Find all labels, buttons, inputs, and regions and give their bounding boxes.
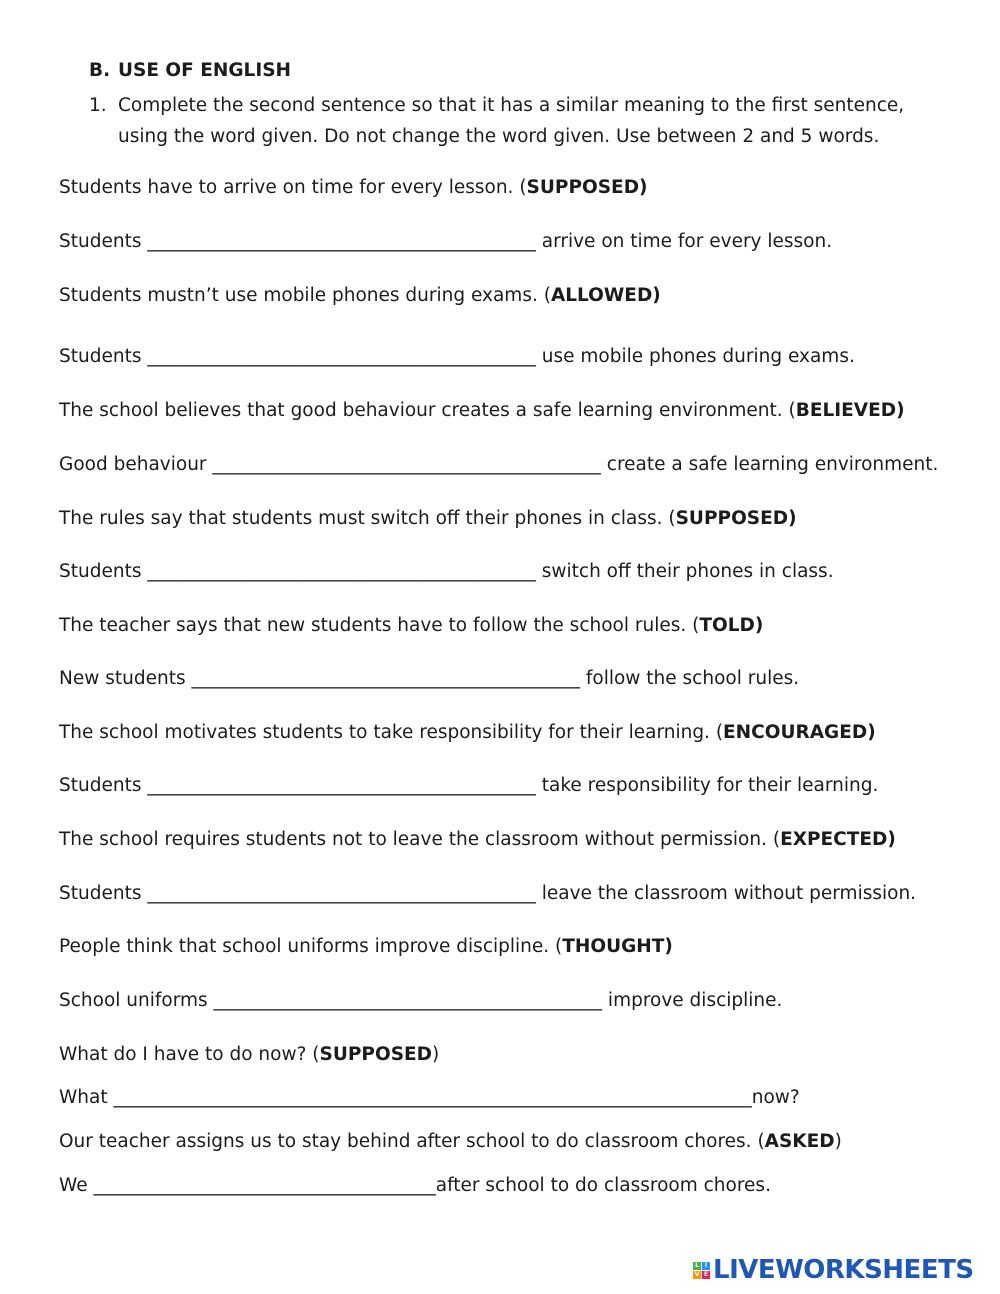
answer-sentence-5 (59, 667, 799, 691)
prompt-sentence-8 (59, 935, 673, 959)
answer-start: Students (59, 561, 148, 582)
answer-sentence-2 (59, 345, 855, 369)
logo-mark-cell: L (693, 1262, 701, 1270)
answer-blank[interactable]: __________________________________________ (147, 231, 536, 252)
prompt-sentence-6 (59, 721, 876, 745)
answer-end: improve discipline. (602, 990, 783, 1011)
answer-blank[interactable]: __________________________________________ (147, 346, 536, 367)
answer-sentence-9 (59, 1086, 800, 1110)
section-heading (89, 60, 291, 81)
key-word: EXPECTED) (780, 829, 896, 850)
prompt-sentence-4 (59, 507, 797, 531)
prompt-text: The school motivates students to take responsibility for their learning. ( (59, 722, 724, 743)
key-word: SUPPOSED (319, 1044, 433, 1065)
answer-blank[interactable]: __________________________________________ (212, 454, 601, 475)
key-word: ASKED (764, 1131, 835, 1152)
prompt-sentence-1 (59, 176, 648, 200)
section-title: USE OF ENGLISH (118, 60, 292, 81)
prompt-text: People think that school uniforms improve discipline. ( (59, 936, 563, 957)
answer-blank[interactable]: __________________________________________ (147, 775, 536, 796)
answer-blank[interactable]: _____________________________________________________________________ (113, 1087, 752, 1108)
prompt-text: Students have to arrive on time for every lesson. ( (59, 177, 527, 198)
answer-sentence-7 (59, 882, 916, 906)
key-word: ALLOWED) (550, 285, 661, 306)
logo-mark-cell: V (694, 1270, 700, 1278)
logo-mark-cell: I (702, 1262, 710, 1270)
key-word: ENCOURAGED) (723, 722, 876, 743)
answer-end: take responsibility for their learning. (535, 775, 879, 796)
answer-end: follow the school rules. (579, 668, 800, 689)
answer-sentence-4 (59, 560, 834, 584)
answer-start: Students (59, 883, 148, 904)
answer-start: New students (59, 668, 192, 689)
section-letter: B. (89, 60, 111, 81)
prompt-close: ) (432, 1044, 440, 1065)
answer-end: arrive on time for every lesson. (535, 231, 833, 252)
prompt-close: ) (834, 1131, 842, 1152)
answer-sentence-3 (59, 453, 938, 477)
answer-blank[interactable]: __________________________________________ (191, 668, 580, 689)
answer-start: School uniforms (59, 990, 214, 1011)
prompt-text: The school believes that good behaviour creates a safe learning environment. ( (59, 400, 796, 421)
prompt-text: The teacher says that new students have to follow the school rules. ( (59, 615, 700, 636)
liveworksheets-logo-mark-icon (693, 1262, 710, 1279)
prompt-text: The school requires students not to leave the classroom without permission. ( (59, 829, 781, 850)
answer-blank[interactable]: __________________________________________ (147, 561, 536, 582)
liveworksheets-logo (693, 1255, 974, 1285)
prompt-sentence-9 (59, 1043, 439, 1067)
prompt-sentence-5 (59, 614, 763, 638)
answer-end: after school to do classroom chores. (435, 1175, 771, 1196)
answer-blank[interactable]: _____________________________________ (93, 1175, 436, 1196)
prompt-sentence-3 (59, 399, 905, 423)
logo-text: LIVEWORKSHEETS (713, 1255, 974, 1285)
answer-sentence-6 (59, 774, 878, 798)
answer-start: Students (59, 231, 148, 252)
key-word: SUPPOSED) (675, 508, 797, 529)
instruction-text: Complete the second sentence so that it has a similar meaning to the first sentence, using the word given. Do not change the word given. Use between 2 and 5 words. (118, 95, 905, 147)
key-word: THOUGHT) (562, 936, 673, 957)
logo-mark-cell: E (703, 1270, 709, 1278)
key-word: TOLD) (699, 615, 764, 636)
answer-end: use mobile phones during exams. (535, 346, 855, 367)
instruction-number: 1. (89, 95, 107, 116)
prompt-text: What do I have to do now? ( (59, 1044, 320, 1065)
answer-start: What (59, 1087, 114, 1108)
key-word: SUPPOSED) (526, 177, 648, 198)
answer-start: Students (59, 775, 148, 796)
prompt-sentence-2 (59, 284, 661, 308)
answer-start: We (59, 1175, 94, 1196)
prompt-text: Students mustn’t use mobile phones during exams. ( (59, 285, 551, 306)
answer-blank[interactable]: __________________________________________ (147, 883, 536, 904)
answer-end: leave the classroom without permission. (535, 883, 917, 904)
answer-end: switch off their phones in class. (535, 561, 834, 582)
prompt-text: The rules say that students must switch off their phones in class. ( (59, 508, 676, 529)
instruction (89, 90, 949, 152)
prompt-text: Our teacher assigns us to stay behind after school to do classroom chores. ( (59, 1131, 765, 1152)
key-word: BELIEVED) (795, 400, 905, 421)
answer-end: now? (751, 1087, 800, 1108)
answer-start: Students (59, 346, 148, 367)
answer-end: create a safe learning environment. (600, 454, 939, 475)
answer-sentence-8 (59, 989, 782, 1013)
answer-sentence-1 (59, 230, 832, 254)
answer-sentence-10 (59, 1174, 771, 1198)
prompt-sentence-7 (59, 828, 896, 852)
prompt-sentence-10 (59, 1130, 842, 1154)
answer-start: Good behaviour (59, 454, 213, 475)
answer-blank[interactable]: __________________________________________ (213, 990, 603, 1011)
